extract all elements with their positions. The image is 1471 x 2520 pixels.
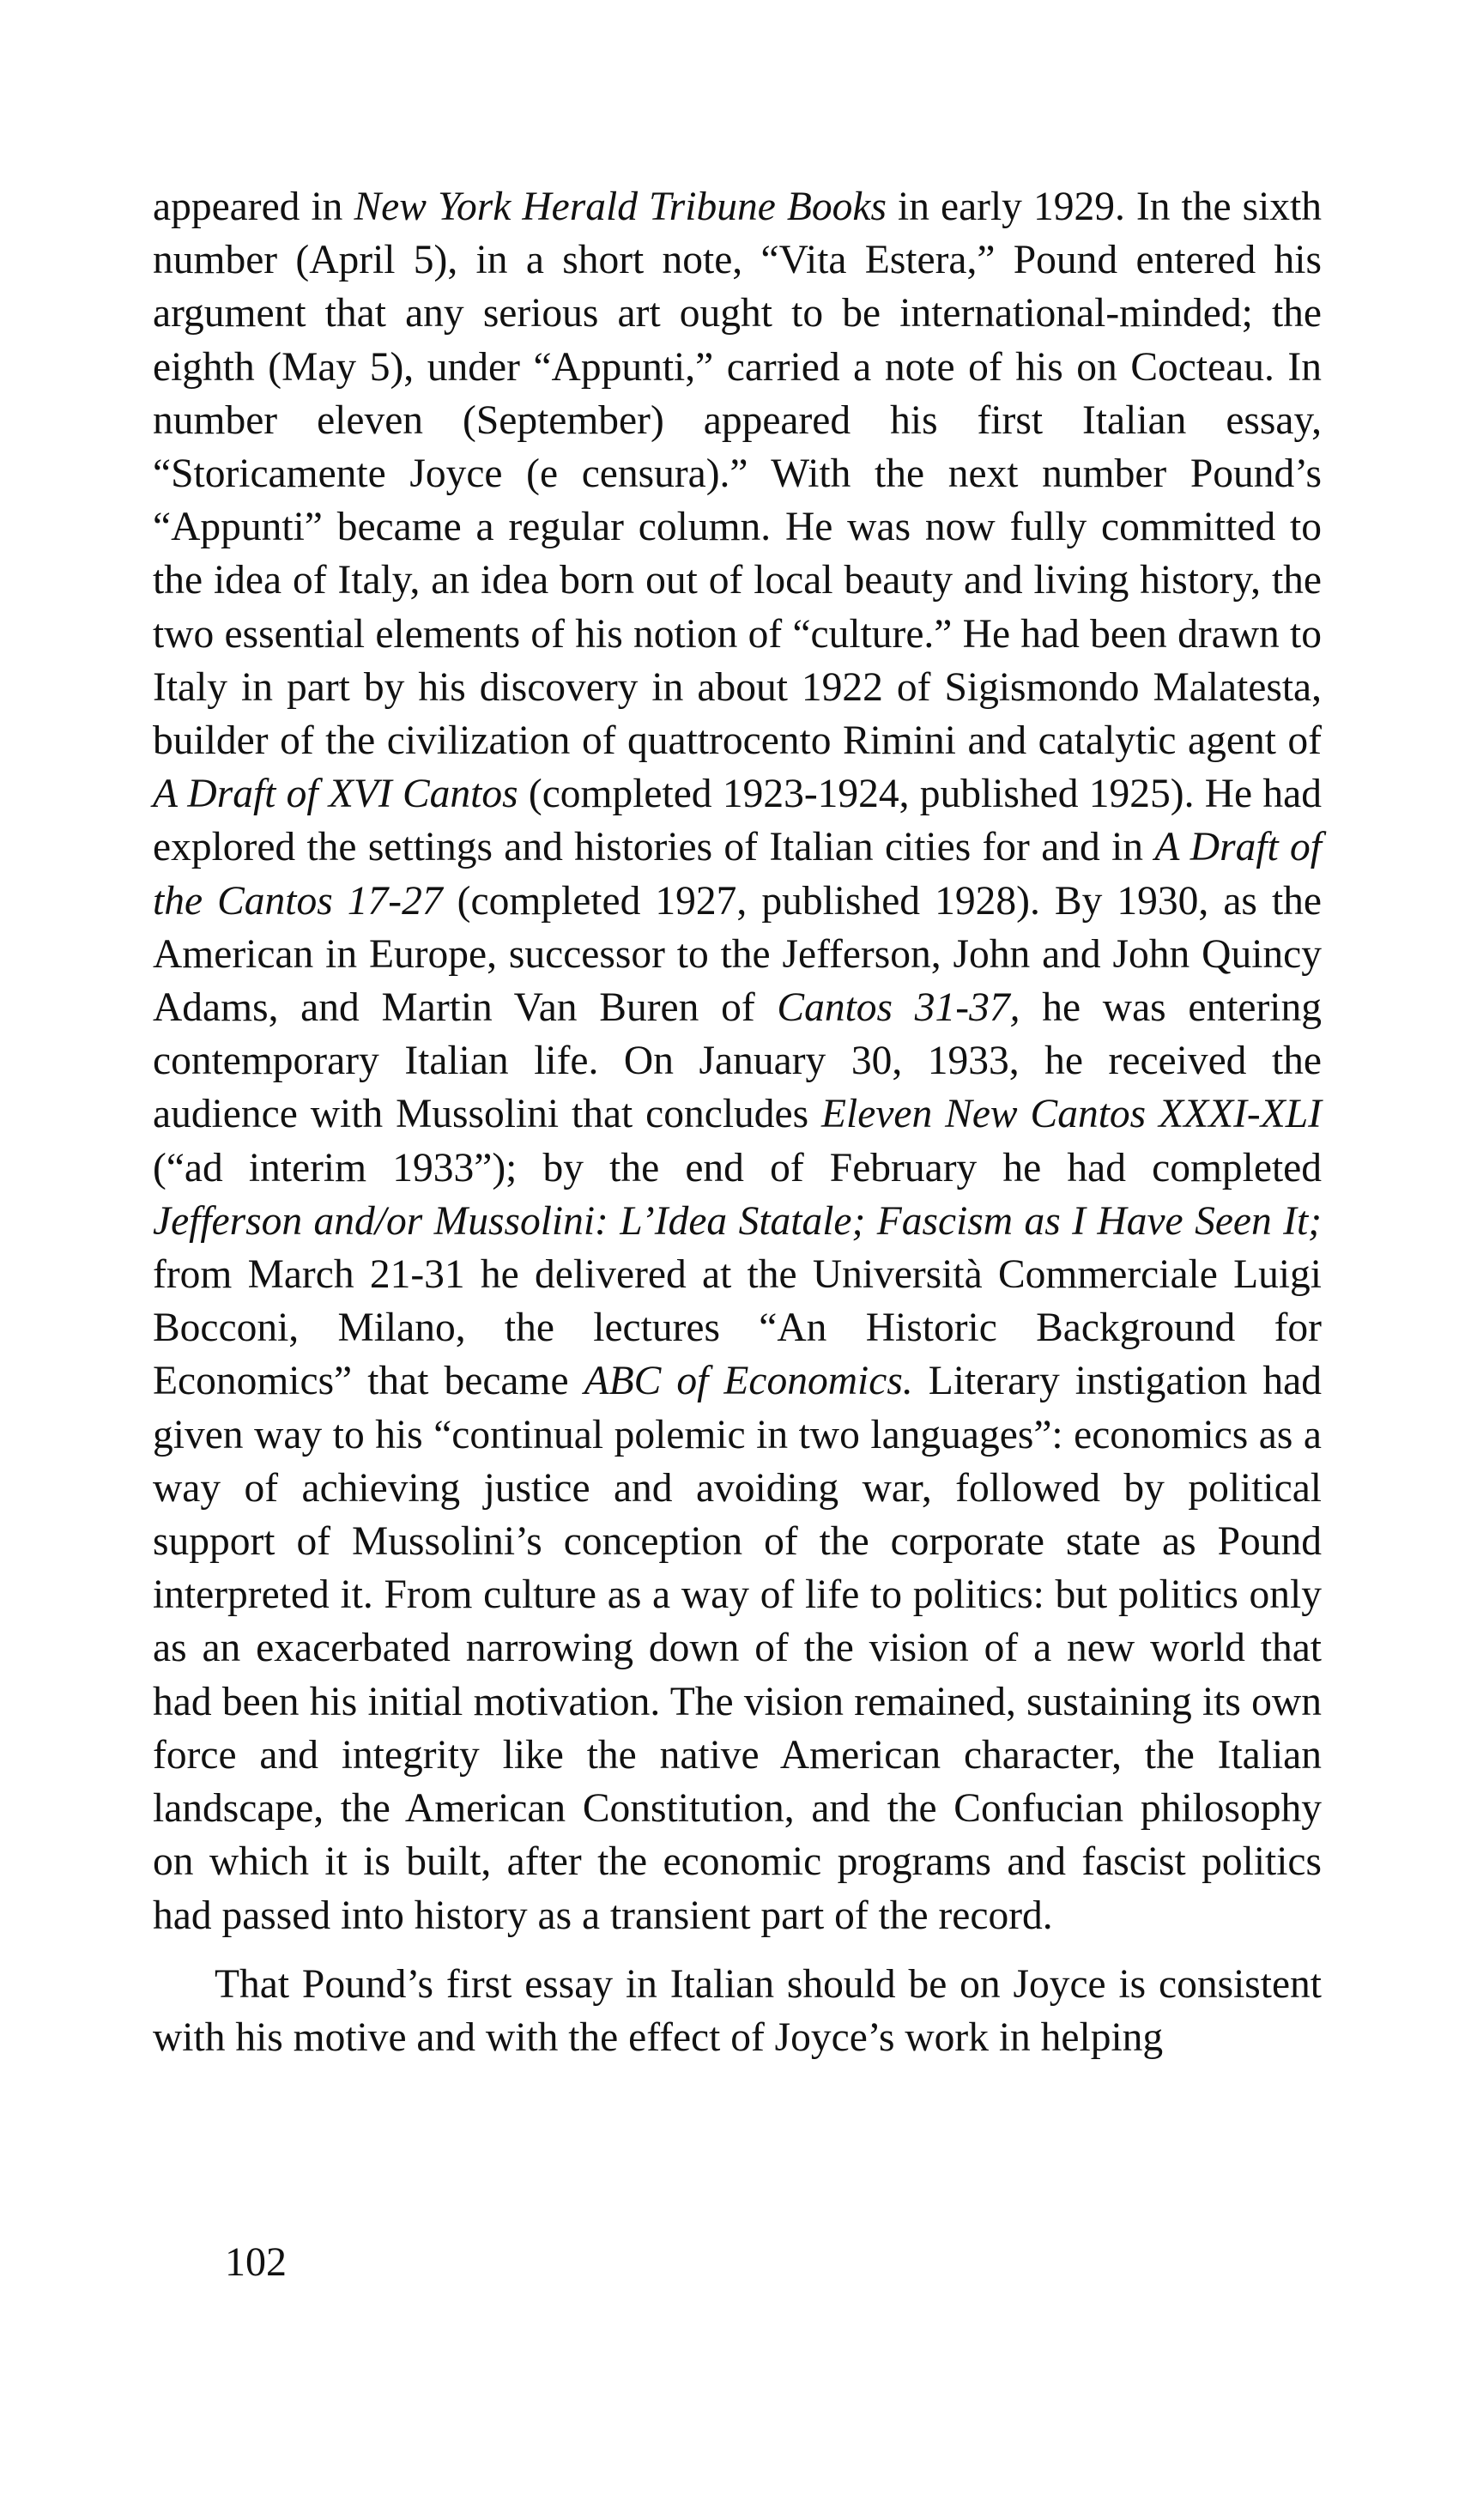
text-run: (“ad interim 1933”); by the end of February he had completed [153, 1145, 1322, 1190]
text-run: Literary instigation had given way to his “continual polemic in two languages”: economics as a way of achieving justice and avoiding war, followed by political support of Mussolini’s conception of the corporate state as Pound interpreted it. From culture as a way of life to politics: but politics only as an exacerbated narrowing down of the vision of a new world that had been his initial motivation. The vision remained, sustaining its own force and integrity like the native American character, the Italian landscape, the American Constitution, and the Confucian philosophy on which it is built, after the economic programs and fascist politics had passed into history as a transient part of the record. [153, 1359, 1322, 1938]
italic-title-run: A Draft of the Cantos 17-27 [153, 825, 1322, 924]
text-run: appeared in [153, 185, 354, 229]
body-text [153, 180, 1322, 2064]
text-run: (completed 1923-1924, published 1925). He had explored the settings and histories of Italian cities for and in [153, 772, 1322, 870]
text-run: he was entering contemporary Italian life. On January 30, 1933, he received the audience with Mussolini that concludes [153, 985, 1322, 1137]
italic-title-run: Eleven New Cantos XXXI-XLI [821, 1092, 1322, 1137]
paragraph-2 [153, 1958, 1322, 2064]
text-run: That Pound’s first essay in Italian should be on Joyce is consistent with his motive and with the effect of Joyce’s work in helping [153, 1961, 1322, 2060]
italic-title-run: ABC of Economics. [584, 1359, 913, 1404]
italic-title-run: New York Herald Tribune Books [354, 185, 887, 229]
text-run: (completed 1927, published 1928). By 1930, as the American in Europe, successor to the Jefferson, John and John Quincy Adams, and Martin Van Buren of [153, 878, 1323, 1031]
italic-title-run: A Draft of XVI Cantos [153, 772, 518, 817]
italic-title-run: Jefferson and/or Mussolini: L’Idea Statale; Fascism as I Have Seen It; [153, 1198, 1322, 1244]
text-run: in early 1929. In the sixth number (April 5), in a short note, “Vita Estera,” Pound entered his argument that any serious art ought to be international-minded; the eighth (May 5), under “Appunti,” carried a note of his on Cocteau. In number eleven (September) appeared his first Italian essay, “Storicamente Joyce (e censura).” With the next number Pound’s “Appunti” became a regular column. He was now fully committed to the idea of Italy, an idea born out of local beauty and living history, the two essential elements of his notion of “culture.” He had been drawn to Italy in part by his discovery in about 1922 of Sigismondo Malatesta, builder of the civilization of quattrocento Rimini and catalytic agent of [153, 185, 1322, 764]
paragraph-1 [153, 180, 1322, 1942]
italic-title-run: Cantos 31-37, [777, 985, 1020, 1031]
text-run: from March 21-31 he delivered at the Università Commerciale Luigi Bocconi, Milano, the lectures “An Historic Background for Economics” that became [153, 1252, 1322, 1404]
page-number: 102 [225, 2239, 287, 2285]
